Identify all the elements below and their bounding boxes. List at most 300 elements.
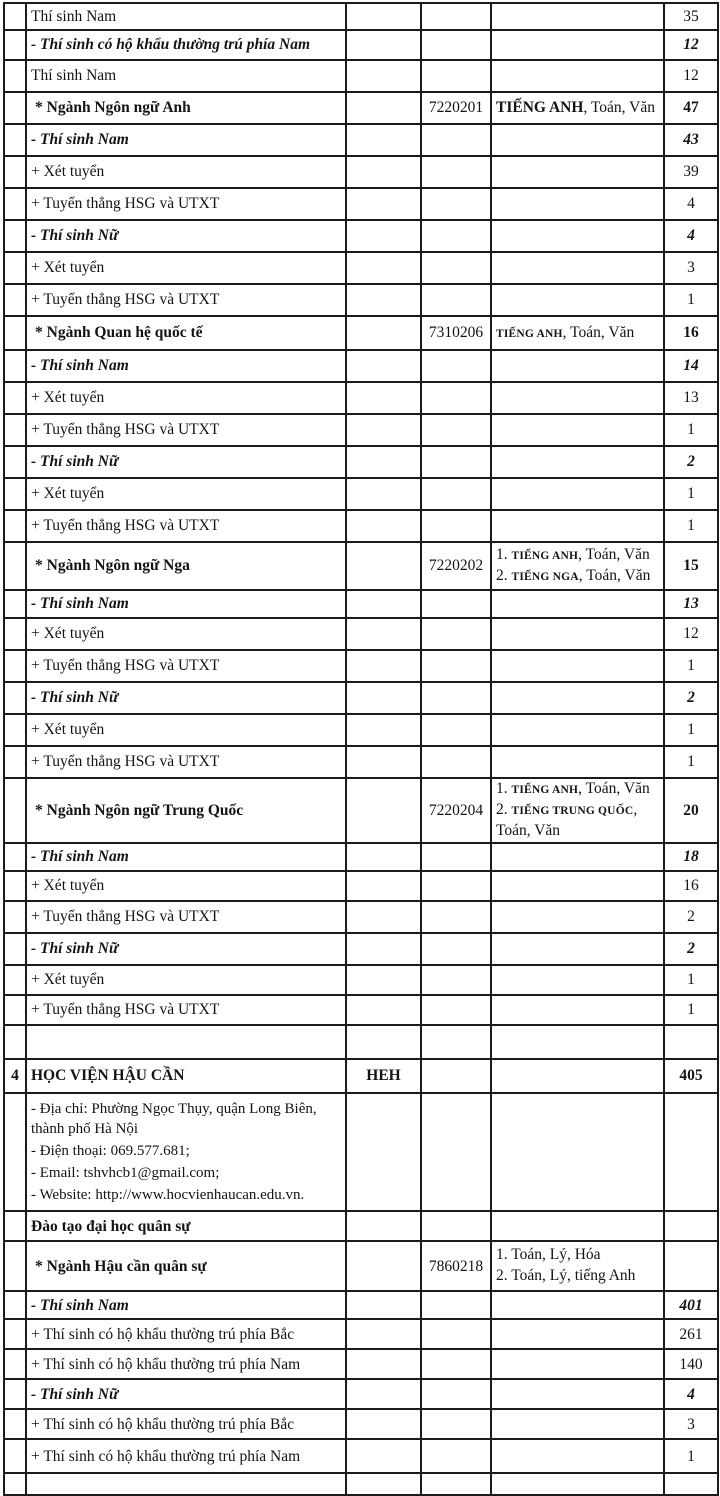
name-cell: + Thí sinh có hộ khẩu thường trú phía Nam: [26, 1439, 346, 1473]
name-cell: - Thí sinh Nam: [26, 590, 346, 618]
school-code-cell: [346, 156, 421, 188]
major-code-cell: [421, 1319, 491, 1349]
major-code-cell: [421, 1349, 491, 1379]
name-cell: * Ngành Ngôn ngữ Nga: [26, 542, 346, 590]
major-code-cell: 7220202: [421, 542, 491, 590]
table-row: [4, 682, 718, 714]
subject-combination: 1. TIẾNG ANH, Toán, Văn: [496, 546, 650, 564]
subjects-cell: [491, 714, 664, 746]
name-cell: * Ngành Hậu cần quân sự: [26, 1241, 346, 1291]
stt-cell: [4, 414, 26, 446]
school-code-cell: [346, 871, 421, 901]
quota-cell: 3: [664, 1409, 718, 1439]
stt-cell: [4, 1409, 26, 1439]
table-row: [4, 60, 718, 92]
school-code-cell: [346, 124, 421, 156]
major-code-cell: [421, 252, 491, 284]
table-row: [4, 30, 718, 60]
subjects-cell: [491, 316, 664, 350]
quota-cell: 261: [664, 1319, 718, 1349]
subjects-cell: [491, 382, 664, 414]
major-code-cell: [421, 746, 491, 778]
school-code-cell: HEH: [346, 1059, 421, 1093]
major-code-cell: [421, 995, 491, 1025]
table-row: [4, 1093, 718, 1211]
table-row: [4, 316, 718, 350]
major-code-cell: [421, 1379, 491, 1409]
name-cell: Đào tạo đại học quân sự: [26, 1211, 346, 1241]
name-cell: HỌC VIỆN HẬU CẦN: [26, 1059, 346, 1093]
name-cell: + Tuyển thẳng HSG và UTXT: [26, 284, 346, 316]
stt-cell: [4, 590, 26, 618]
major-code-cell: [421, 446, 491, 478]
stt-cell: 4: [4, 1059, 26, 1093]
school-code-cell: [346, 682, 421, 714]
name-cell: - Thí sinh Nữ: [26, 682, 346, 714]
stt-cell: [4, 3, 26, 30]
name-cell: + Tuyển thẳng HSG và UTXT: [26, 995, 346, 1025]
quota-cell: 2: [664, 446, 718, 478]
subjects-cell: [491, 1319, 664, 1349]
stt-cell: [4, 156, 26, 188]
name-cell: Thí sinh Nam: [26, 3, 346, 30]
quota-cell: 43: [664, 124, 718, 156]
major-code-cell: [421, 124, 491, 156]
table-row: [4, 871, 718, 901]
stt-cell: [4, 510, 26, 542]
subjects-cell: [491, 60, 664, 92]
stt-cell: [4, 1241, 26, 1291]
quota-cell: 1: [664, 995, 718, 1025]
subject-combination: 1. Toán, Lý, Hóa: [496, 1246, 601, 1264]
major-code-cell: [421, 618, 491, 650]
school-code-cell: [346, 778, 421, 843]
stt-cell: [4, 60, 26, 92]
quota-cell: 12: [664, 618, 718, 650]
table-row: [4, 156, 718, 188]
subjects-cell: [491, 901, 664, 933]
major-code-cell: [421, 220, 491, 252]
quota-cell: 1: [664, 746, 718, 778]
name-cell: + Tuyển thẳng HSG và UTXT: [26, 746, 346, 778]
school-code-cell: [346, 1291, 421, 1319]
stt-cell: [4, 618, 26, 650]
quota-cell: 1: [664, 284, 718, 316]
major-code-cell: [421, 1439, 491, 1473]
school-code-cell: [346, 3, 421, 30]
table-row: [4, 124, 718, 156]
subject-combination: 1. TIẾNG ANH, Toán, Văn: [496, 780, 650, 797]
quota-cell: 18: [664, 843, 718, 871]
subjects-cell: [491, 156, 664, 188]
major-code-cell: [421, 1211, 491, 1241]
name-cell: + Xét tuyển: [26, 382, 346, 414]
stt-cell: [4, 92, 26, 124]
major-code-cell: [421, 414, 491, 446]
table-row: [4, 1349, 718, 1379]
table-row: [4, 542, 718, 590]
stt-cell: [4, 995, 26, 1025]
name-cell: - Thí sinh Nam: [26, 1291, 346, 1319]
table-row: [4, 1439, 718, 1473]
stt-cell: [4, 1439, 26, 1473]
table-row: [4, 995, 718, 1025]
quota-cell: 1: [664, 714, 718, 746]
subjects-cell: [491, 478, 664, 510]
quota-cell: 13: [664, 382, 718, 414]
table-row: [4, 510, 718, 542]
school-code-cell: [346, 618, 421, 650]
stt-cell: [4, 220, 26, 252]
subjects-cell: [491, 1439, 664, 1473]
name-cell: + Tuyển thẳng HSG và UTXT: [26, 901, 346, 933]
major-code-cell: [421, 965, 491, 995]
school-code-cell: [346, 188, 421, 220]
stt-cell: [4, 714, 26, 746]
quota-cell: 16: [664, 871, 718, 901]
quota-cell: [664, 1025, 718, 1059]
name-cell: + Xét tuyển: [26, 252, 346, 284]
quota-cell: 12: [664, 30, 718, 60]
table-row: [4, 1211, 718, 1241]
table-row: [4, 478, 718, 510]
quota-cell: 13: [664, 590, 718, 618]
quota-cell: 1: [664, 414, 718, 446]
subjects-cell: [491, 933, 664, 965]
name-cell: - Thí sinh Nữ: [26, 933, 346, 965]
table-row: [4, 1241, 718, 1291]
school-code-cell: [346, 542, 421, 590]
quota-cell: 4: [664, 188, 718, 220]
school-code-cell: [346, 284, 421, 316]
quota-cell: 401: [664, 1291, 718, 1319]
school-code-cell: [346, 1093, 421, 1211]
stt-cell: [4, 542, 26, 590]
major-code-cell: [421, 590, 491, 618]
table-row: [4, 746, 718, 778]
subjects-cell: [491, 1093, 664, 1211]
quota-cell: 39: [664, 156, 718, 188]
table-row: [4, 1379, 718, 1409]
school-code-cell: [346, 1349, 421, 1379]
school-code-cell: [346, 446, 421, 478]
name-cell: + Xét tuyển: [26, 871, 346, 901]
table-row: [4, 220, 718, 252]
subjects-cell: [491, 682, 664, 714]
quota-cell: 2: [664, 933, 718, 965]
stt-cell: [4, 901, 26, 933]
school-code-cell: [346, 746, 421, 778]
major-code-cell: [421, 350, 491, 382]
name-cell: - Thí sinh có hộ khẩu thường trú phía Nam: [26, 30, 346, 60]
quota-cell: 2: [664, 901, 718, 933]
institution-info-line: - Email: tshvhcb1@gmail.com;: [31, 1164, 220, 1181]
table-row: [4, 3, 718, 30]
name-cell: + Tuyển thẳng HSG và UTXT: [26, 414, 346, 446]
quota-cell: 1: [664, 1439, 718, 1473]
table-row: [4, 1291, 718, 1319]
name-cell: - Thí sinh Nam: [26, 124, 346, 156]
subjects-cell: [491, 350, 664, 382]
quota-cell: 15: [664, 542, 718, 590]
name-cell: [26, 1025, 346, 1059]
name-cell: + Xét tuyển: [26, 714, 346, 746]
institution-info-line: - Website: http://www.hocvienhaucan.edu.vn.: [31, 1186, 305, 1203]
major-code-cell: [421, 933, 491, 965]
school-code-cell: [346, 1379, 421, 1409]
subjects-cell: [491, 1025, 664, 1059]
table-row: [4, 618, 718, 650]
table-row: [4, 650, 718, 682]
major-code-cell: [421, 510, 491, 542]
subjects-cell: [491, 1059, 664, 1093]
table-row: [4, 778, 718, 843]
school-code-cell: [346, 510, 421, 542]
subjects-cell: [491, 30, 664, 60]
school-code-cell: [346, 714, 421, 746]
quota-cell: 4: [664, 1379, 718, 1409]
major-code-cell: [421, 3, 491, 30]
quota-cell: 35: [664, 3, 718, 30]
stt-cell: [4, 933, 26, 965]
table-row: [4, 1409, 718, 1439]
major-code-cell: [421, 30, 491, 60]
school-code-cell: [346, 60, 421, 92]
major-code-cell: [421, 843, 491, 871]
quota-cell: 1: [664, 650, 718, 682]
subjects-cell: [491, 3, 664, 30]
major-code-cell: [421, 682, 491, 714]
school-code-cell: [346, 252, 421, 284]
major-code-cell: 7860218: [421, 1241, 491, 1291]
school-code-cell: [346, 965, 421, 995]
name-cell: + Tuyển thẳng HSG và UTXT: [26, 510, 346, 542]
stt-cell: [4, 30, 26, 60]
school-code-cell: [346, 1409, 421, 1439]
school-code-cell: [346, 1025, 421, 1059]
table-row: [4, 284, 718, 316]
subjects-cell: [491, 650, 664, 682]
subjects-cell: [491, 965, 664, 995]
table-row: [4, 252, 718, 284]
major-code-cell: 7220204: [421, 778, 491, 843]
name-cell: + Thí sinh có hộ khẩu thường trú phía Nam: [26, 1349, 346, 1379]
stt-cell: [4, 965, 26, 995]
quota-cell: [664, 1211, 718, 1241]
stt-cell: [4, 871, 26, 901]
table-row: [4, 1059, 718, 1093]
stt-cell: [4, 778, 26, 843]
subjects-cell: [491, 778, 664, 843]
major-code-cell: [421, 1409, 491, 1439]
subjects-cell: [491, 1379, 664, 1409]
name-cell: [26, 1093, 346, 1211]
major-code-cell: [421, 478, 491, 510]
quota-cell: 16: [664, 316, 718, 350]
subjects-cell: [491, 1241, 664, 1291]
name-cell: - Thí sinh Nữ: [26, 1379, 346, 1409]
subjects-cell: [491, 1291, 664, 1319]
subjects-cell: [491, 284, 664, 316]
subjects-cell: [491, 590, 664, 618]
quota-cell: 140: [664, 1349, 718, 1379]
stt-cell: [4, 1319, 26, 1349]
name-cell: + Xét tuyển: [26, 156, 346, 188]
table-row: [4, 843, 718, 871]
school-code-cell: [346, 316, 421, 350]
table-row: [4, 901, 718, 933]
table-row: [4, 965, 718, 995]
quota-cell: [664, 1241, 718, 1291]
stt-cell: [4, 1211, 26, 1241]
name-cell: + Thí sinh có hộ khẩu thường trú phía Bắc: [26, 1319, 346, 1349]
stt-cell: [4, 478, 26, 510]
major-code-cell: [421, 156, 491, 188]
school-code-cell: [346, 995, 421, 1025]
quota-cell: 2: [664, 682, 718, 714]
school-code-cell: [346, 1211, 421, 1241]
subjects-cell: [491, 252, 664, 284]
stt-cell: [4, 382, 26, 414]
table-row: [4, 1319, 718, 1349]
major-code-cell: [421, 871, 491, 901]
stt-cell: [4, 350, 26, 382]
institution-info-line: - Địa chỉ: Phường Ngọc Thụy, quận Long Biên, thành phố Hà Nội: [31, 1100, 317, 1138]
subject-combination: 2. TIẾNG NGA, Toán, Văn: [496, 567, 651, 584]
subjects-cell: [491, 1211, 664, 1241]
major-code-cell: [421, 382, 491, 414]
name-cell: + Xét tuyển: [26, 965, 346, 995]
stt-cell: [4, 1025, 26, 1059]
subjects-cell: [491, 995, 664, 1025]
stt-cell: [4, 650, 26, 682]
admissions-table-body: [4, 3, 718, 1495]
quota-cell: [664, 1093, 718, 1211]
name-cell: - Thí sinh Nữ: [26, 220, 346, 252]
subject-combination: 2. TIẾNG TRUNG QUỐC, Toán, Văn: [496, 800, 638, 839]
school-code-cell: [346, 590, 421, 618]
school-code-cell: [346, 1439, 421, 1473]
stt-cell: [4, 1093, 26, 1211]
name-cell: + Tuyển thẳng HSG và UTXT: [26, 188, 346, 220]
subjects-cell: [491, 220, 664, 252]
school-code-cell: [346, 92, 421, 124]
subjects-cell: [491, 542, 664, 590]
school-code-cell: [346, 933, 421, 965]
stt-cell: [4, 284, 26, 316]
stt-cell: [4, 446, 26, 478]
name-cell: Thí sinh Nam: [26, 60, 346, 92]
major-code-cell: [421, 1025, 491, 1059]
subjects-cell: [491, 510, 664, 542]
subjects-cell: [491, 871, 664, 901]
school-code-cell: [346, 901, 421, 933]
stt-cell: [4, 316, 26, 350]
major-code-cell: [421, 1093, 491, 1211]
subjects-cell: [491, 414, 664, 446]
stt-cell: [4, 843, 26, 871]
stt-cell: [4, 1291, 26, 1319]
school-code-cell: [346, 220, 421, 252]
stt-cell: [4, 1349, 26, 1379]
quota-cell: 47: [664, 92, 718, 124]
school-code-cell: [346, 1319, 421, 1349]
stt-cell: [4, 746, 26, 778]
subject-combination: TIẾNG ANH, Toán, Văn: [496, 98, 655, 116]
subjects-cell: [491, 843, 664, 871]
table-row: [4, 933, 718, 965]
quota-cell: 1: [664, 965, 718, 995]
quota-cell: 3: [664, 252, 718, 284]
quota-cell: 1: [664, 510, 718, 542]
major-code-cell: 7220201: [421, 92, 491, 124]
subjects-cell: [491, 618, 664, 650]
table-row: [4, 590, 718, 618]
name-cell: - Thí sinh Nam: [26, 350, 346, 382]
subjects-cell: [491, 124, 664, 156]
name-cell: - Thí sinh Nam: [26, 843, 346, 871]
admissions-quota-table: [3, 2, 719, 1496]
major-code-cell: [421, 284, 491, 316]
name-cell: + Xét tuyển: [26, 478, 346, 510]
quota-cell: 12: [664, 60, 718, 92]
school-code-cell: [346, 478, 421, 510]
subjects-cell: [491, 446, 664, 478]
major-code-cell: [421, 714, 491, 746]
subjects-cell: [491, 188, 664, 220]
school-code-cell: [346, 843, 421, 871]
table-row: [4, 446, 718, 478]
table-row: [4, 92, 718, 124]
major-code-cell: [421, 188, 491, 220]
major-code-cell: [421, 901, 491, 933]
subjects-cell: [491, 1409, 664, 1439]
quota-cell: 4: [664, 220, 718, 252]
school-code-cell: [346, 350, 421, 382]
school-code-cell: [346, 650, 421, 682]
major-code-cell: [421, 650, 491, 682]
stt-cell: [4, 252, 26, 284]
table-row: [4, 188, 718, 220]
stt-cell: [4, 188, 26, 220]
subjects-cell: [491, 92, 664, 124]
stt-cell: [4, 682, 26, 714]
quota-cell: 405: [664, 1059, 718, 1093]
subject-combination: 2. Toán, Lý, tiếng Anh: [496, 1267, 636, 1285]
table-row: [4, 350, 718, 382]
table-row: [4, 414, 718, 446]
name-cell: * Ngành Quan hệ quốc tế: [26, 316, 346, 350]
quota-cell: 20: [664, 778, 718, 843]
table-row: [4, 382, 718, 414]
school-code-cell: [346, 1241, 421, 1291]
name-cell: - Thí sinh Nữ: [26, 446, 346, 478]
name-cell: + Tuyển thẳng HSG và UTXT: [26, 650, 346, 682]
subjects-cell: [491, 746, 664, 778]
major-code-cell: [421, 1059, 491, 1093]
stt-cell: [4, 1379, 26, 1409]
name-cell: + Xét tuyển: [26, 618, 346, 650]
quota-cell: 14: [664, 350, 718, 382]
subjects-cell: [491, 1349, 664, 1379]
quota-cell: 1: [664, 478, 718, 510]
table-row: [4, 714, 718, 746]
name-cell: * Ngành Ngôn ngữ Anh: [26, 92, 346, 124]
institution-info-line: - Điện thoại: 069.577.681;: [31, 1143, 190, 1160]
major-code-cell: [421, 60, 491, 92]
school-code-cell: [346, 382, 421, 414]
major-code-cell: [421, 1291, 491, 1319]
